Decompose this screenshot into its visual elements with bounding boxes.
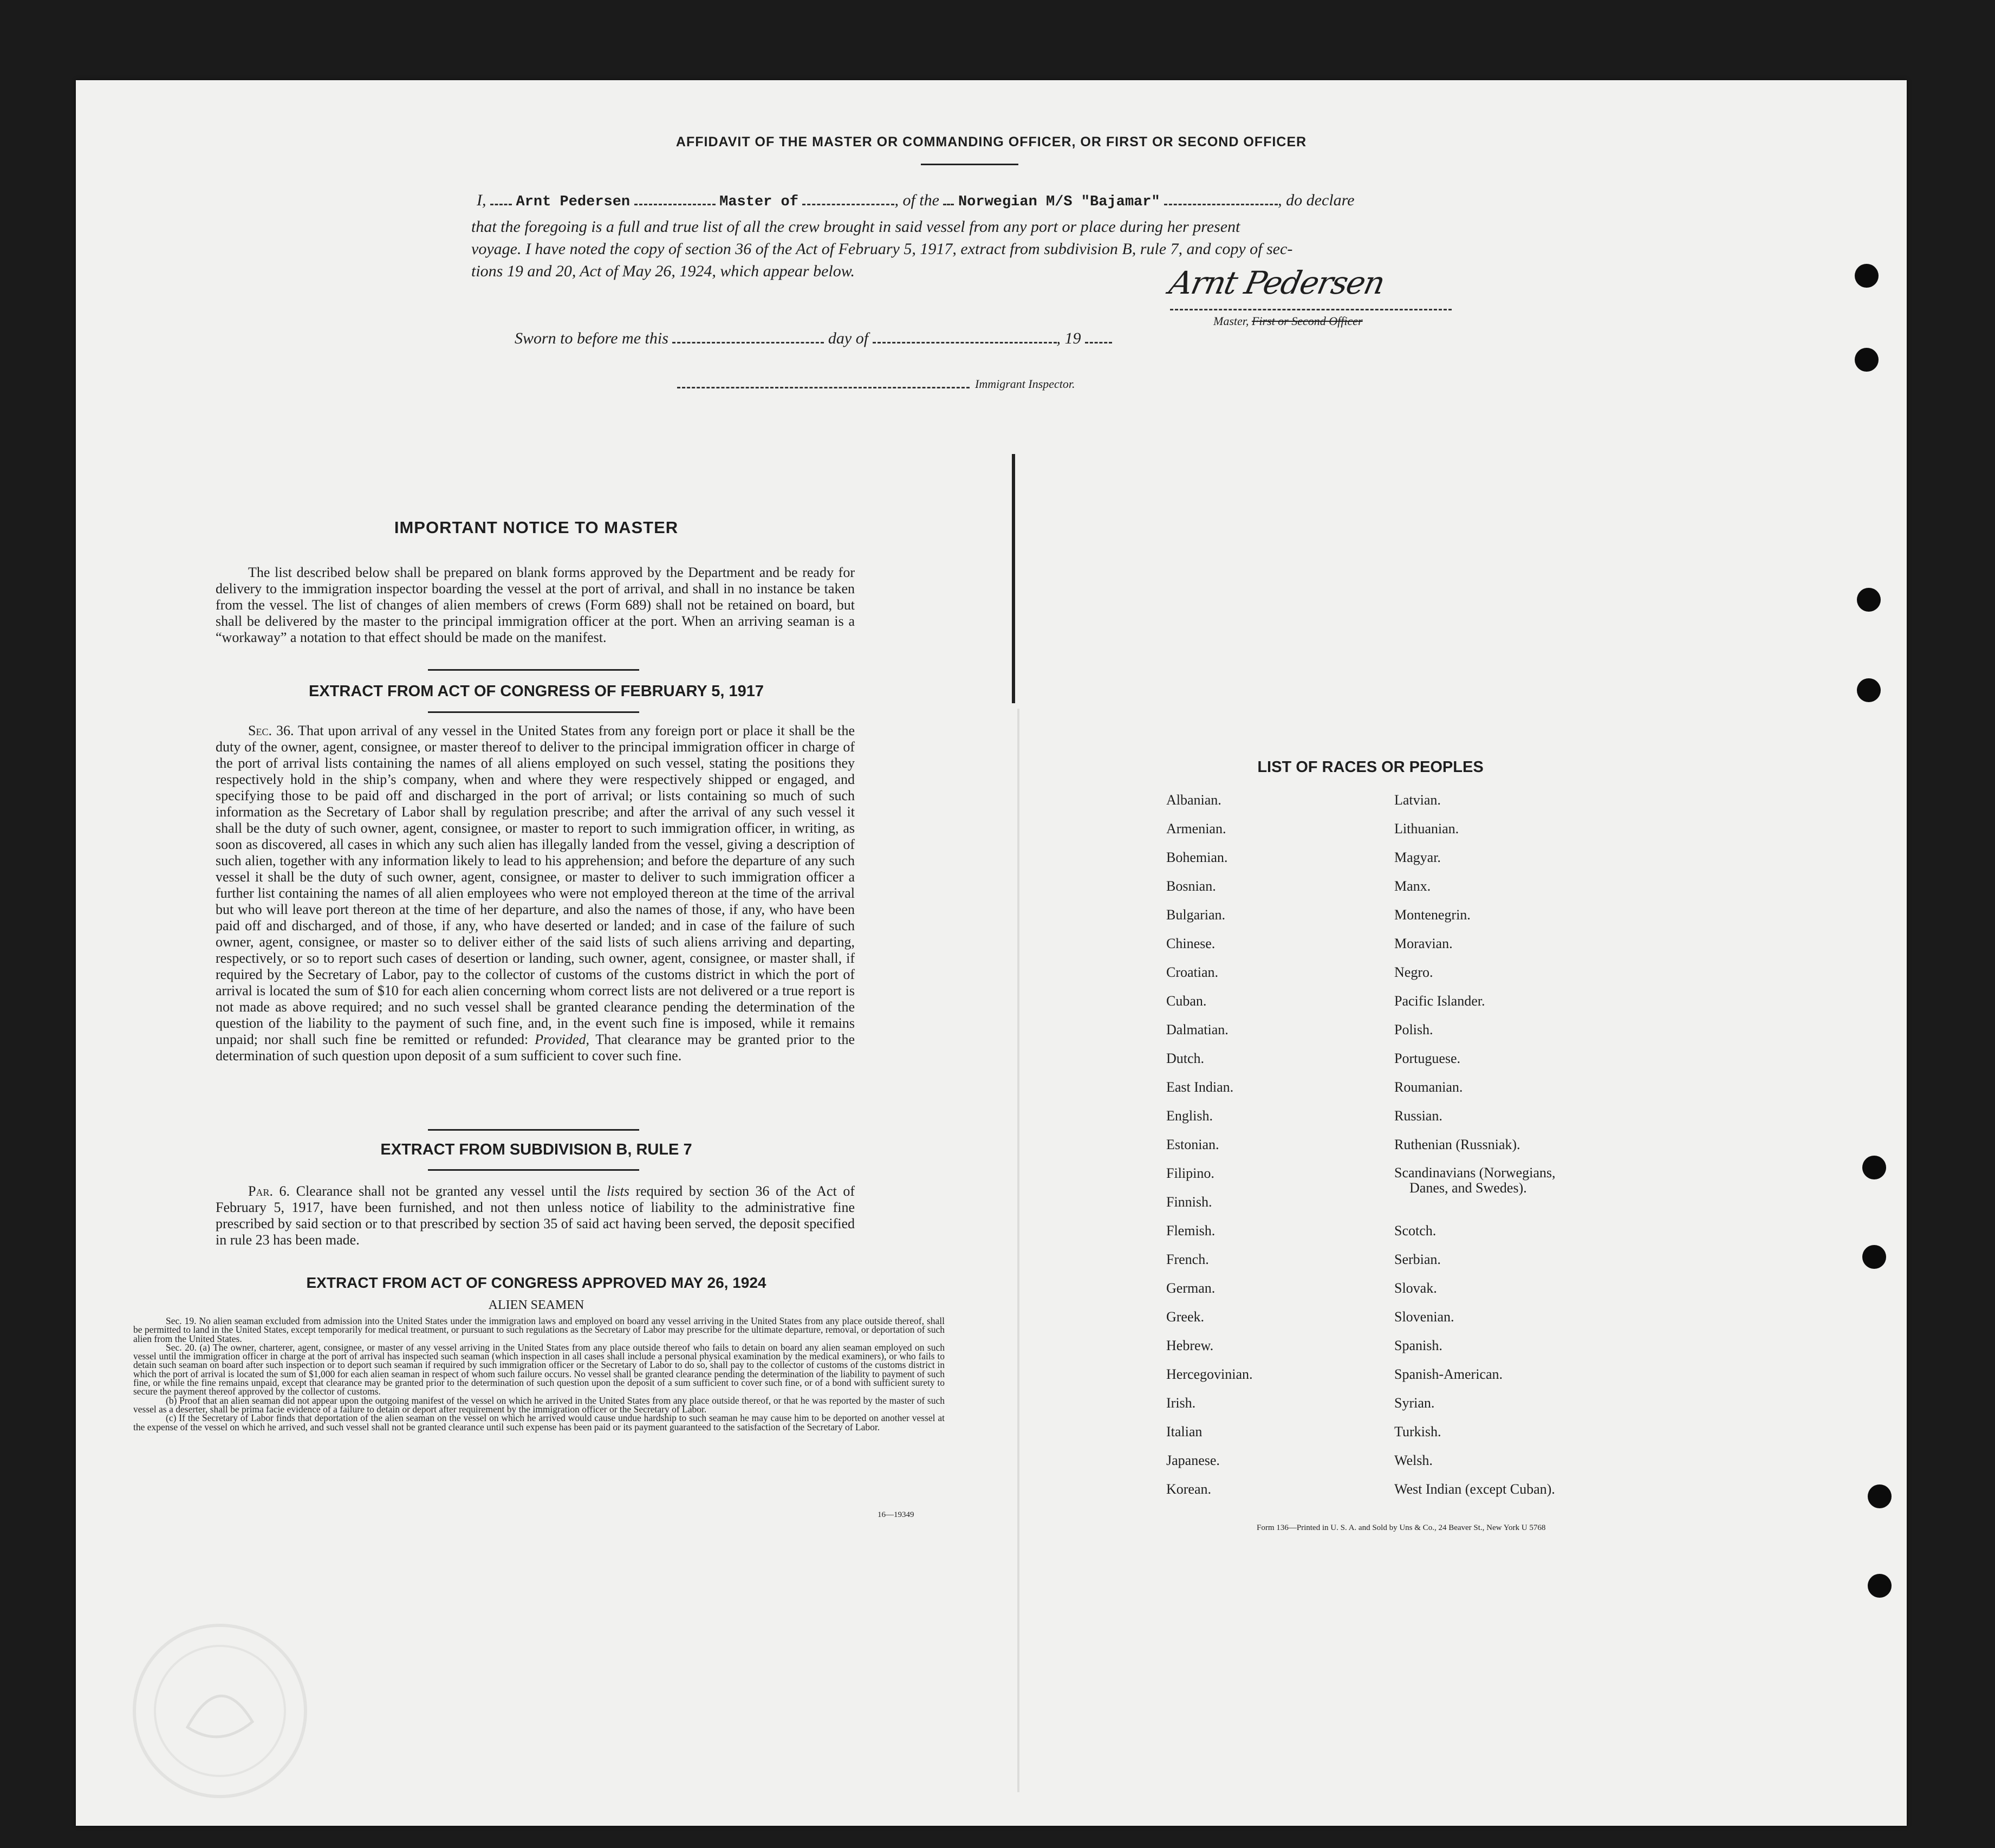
race-item: Turkish. (1394, 1424, 1441, 1440)
affidavit-body-line3: tions 19 and 20, Act of May 26, 1924, which appear below. (471, 262, 855, 280)
day-of-label: day of (828, 329, 869, 347)
race-item: West Indian (except Cuban). (1394, 1481, 1555, 1497)
race-item: Korean. (1166, 1481, 1212, 1497)
punch-hole (1862, 1156, 1886, 1179)
inspector-label: Immigrant Inspector. (975, 377, 1075, 391)
race-item: Montenegrin. (1394, 907, 1471, 923)
sec19-text: Sec. 19. No alien seaman excluded from admission into the United States under the immigration laws and employed on board any vessel arriving in the United States from any place outside thereof, shall be permitted to land in the United States, except temporarily for medical treatment, or pursuant to such regulations as the Secretary of Labor may prescribe for the ultimate departure, removal, or deportation of such alien from the United States. (133, 1315, 945, 1344)
races-right-column (1394, 786, 1676, 1503)
sig-caption-struck: First or Second Officer (1251, 314, 1363, 328)
race-item: Bohemian. (1166, 850, 1228, 865)
race-item: Bosnian. (1166, 878, 1216, 894)
master-of-text: Master of (719, 194, 798, 210)
race-item: Portuguese. (1394, 1051, 1461, 1066)
signature-caption (1213, 314, 1363, 328)
extract-1924-subtitle: ALIEN SEAMEN (488, 1298, 584, 1312)
sworn-month-field[interactable] (873, 342, 1057, 343)
punch-hole (1862, 1245, 1886, 1269)
race-item: Syrian. (1394, 1395, 1435, 1411)
race-item: Spanish-American. (1394, 1366, 1503, 1382)
document-page (76, 80, 1907, 1826)
par6-label: Par. 6. (248, 1183, 290, 1199)
extract-1924-text (133, 1317, 945, 1431)
race-item: Chinese. (1166, 936, 1216, 951)
sworn-label: Sworn to before me this (515, 329, 668, 347)
race-item: Estonian. (1166, 1137, 1219, 1152)
race-item: Greek. (1166, 1309, 1205, 1325)
race-item: Bulgarian. (1166, 907, 1226, 923)
inspector-signature-line[interactable] (677, 387, 970, 388)
of-the-label: , of the (894, 191, 939, 209)
race-item: Armenian. (1166, 821, 1226, 837)
extract-1917-text (216, 723, 855, 1064)
affidavit-title: AFFIDAVIT OF THE MASTER OR COMMANDING OFFICER, OR FIRST OR SECOND OFFICER (675, 134, 1307, 150)
race-item: French. (1166, 1252, 1209, 1267)
race-item: Manx. (1394, 878, 1431, 894)
print-code: 16—19349 (878, 1510, 914, 1519)
race-item: Hercegovinian. (1166, 1366, 1253, 1382)
punch-hole (1855, 264, 1879, 288)
i-label: I, (477, 191, 486, 209)
race-item: Filipino. (1166, 1165, 1214, 1181)
race-item: Italian (1166, 1424, 1203, 1440)
sworn-year-field[interactable] (1085, 342, 1112, 343)
sec36-label: Sec. 36. (248, 723, 294, 738)
master-signature: Arnt Pedersen (1166, 264, 1388, 301)
race-item: Spanish. (1394, 1338, 1442, 1353)
race-item: Flemish. (1166, 1223, 1216, 1239)
race-item: German. (1166, 1280, 1216, 1296)
race-item: East Indian. (1166, 1079, 1234, 1095)
race-item: Hebrew. (1166, 1338, 1214, 1353)
sworn-day-field[interactable] (672, 342, 824, 343)
sec20a-text: Sec. 20. (a) The owner, charterer, agent, consignee, or master of any vessel arriving in the United States from any place outside thereof who fails to detain on board any alien seaman employed on such vessel until the immigration officer in charge at the port of arrival has inspected such seaman (which inspection in all cases shall include a personal physical examination by the medical examiners), or who fails to detain such seaman on board after such inspection or to deport such seaman if required by such immigration officer or the Secretary of Labor to do so, shall pay to the collector of customs of the customs district in which the port of arrival is located the sum of $1,000 for each alien seaman in respect of whom such failure occurs. No vessel shall be granted clearance pending the determination of the liability to payment of such fine, or while the fine remains unpaid, except that clearance may be granted prior to the determination of such question upon the deposit of a sum sufficient to cover such fine, or of a bond with sufficient surety to secure the payment thereof approved by the collector of customs. (133, 1341, 945, 1397)
race-item: Latvian. (1394, 792, 1441, 808)
master-name-field[interactable]: Arnt Pedersen (516, 194, 631, 210)
punch-hole (1855, 348, 1879, 372)
race-item: Ruthenian (Russniak). (1394, 1137, 1520, 1152)
extract-1924-title: EXTRACT FROM ACT OF CONGRESS APPROVED MAY 26, 1924 (306, 1274, 766, 1291)
race-item: Polish. (1394, 1022, 1433, 1038)
do-declare-label: , do declare (1278, 191, 1355, 209)
provided-label: Provided, (535, 1032, 589, 1047)
punch-hole (1857, 678, 1881, 702)
race-item: Japanese. (1166, 1453, 1220, 1468)
race-item: Lithuanian. (1394, 821, 1459, 837)
race-item: Magyar. (1394, 850, 1441, 865)
rule7-text-b: required by section 36 of the Act of February 5, 1917, have been furnished, and not then unless notice of liability to the administrative fine prescribed by said section or to that prescribed by section 35 of said act having been served, the deposit specified in rule 23 has been made. (216, 1183, 855, 1248)
race-item: Slovenian. (1394, 1309, 1454, 1325)
race-item: Dutch. (1166, 1051, 1205, 1066)
lists-word: lists (607, 1183, 629, 1199)
punch-hole (1868, 1484, 1892, 1508)
race-item: Croatian. (1166, 964, 1219, 980)
race-item: Scotch. (1394, 1223, 1437, 1239)
race-item: Welsh. (1394, 1453, 1433, 1468)
extract-1917-title: EXTRACT FROM ACT OF CONGRESS OF FEBRUARY 5, 1917 (308, 683, 764, 700)
sec36-body: That upon arrival of any vessel in the United States from any foreign port or place it shall be the duty of the owner, agent, consignee, or master thereof to deliver to the principal immigration officer in charge of the port of arrival lists containing the names of all aliens employed on such vessel, stating the positions they respectively hold in the ship’s company, when and where they were respectively shipped or engaged, and specifying those to be paid off and discharged in the port of arrival; or lists containing so much of such information as the Secretary of Labor shall by regulation prescribe; and after the arrival of any such vessel it shall be the duty of such owner, agent, consignee, or master to report to such immigration officer, in writing, as soon as discovered, all cases in which any such alien has illegally landed from the vessel, giving a description of such alien, together with any information likely to lead to his apprehension; and before the departure of any such vessel it shall be the duty of such owner, agent, consignee, or master to deliver to such immigration officer a further list containing the names of all alien employees who were not employed thereon at the time of the arrival but who will leave port thereon at the time of her departure, and also the names of those, if any, who have been paid off and discharged, and of those, if any, who have deserted or landed; and in case of the failure of such owner, agent, consignee, or master so to deliver either of the said lists of such aliens arriving and departing, respectively, or so to report such cases of desertion or landing, such owner, agent, consignee, or master shall, if required by the Secretary of Labor, pay to the collector of customs of the customs district in which the port of arrival is located the sum of $10 for each alien concerning whom correct lists are not delivered or a true report is not made as above required; and no such vessel shall be granted clearance pending the determination of the question of the liability to the payment of such fine, and, in the event such fine is imposed, while it remains unpaid; nor shall such fine be remitted or refunded: (216, 723, 855, 1047)
race-item: Irish. (1166, 1395, 1196, 1411)
race-item: Moravian. (1394, 936, 1453, 951)
year-label: , 19 (1056, 329, 1081, 347)
rule7-text (216, 1183, 855, 1248)
form-footer: Form 136—Printed in U. S. A. and Sold by Uns & Co., 24 Beaver St., New York U 5768 (1257, 1523, 1546, 1532)
notice-text: The list described below shall be prepared on blank forms approved by the Department and be ready for delivery to the immigration inspector boarding the vessel at the port of arrival, and shall in no instance be taken from the vessel. The list of changes of alien members of crews (Form 689) shall not be retained on board, but shall be delivered by the master to the principal immigration officer at the port. When an arriving seaman is a “workaway” a notation to that effect should be made on the manifest. (216, 565, 855, 645)
punch-hole (1868, 1574, 1892, 1598)
embossed-seal-icon (128, 1619, 312, 1803)
race-item: Russian. (1394, 1108, 1442, 1124)
race-item: Negro. (1394, 964, 1433, 980)
race-item: Dalmatian. (1166, 1022, 1229, 1038)
race-item: Pacific Islander. (1394, 993, 1485, 1009)
notice-title: IMPORTANT NOTICE TO MASTER (394, 518, 679, 537)
affidavit-line1 (477, 191, 1560, 210)
sig-caption-master: Master, (1213, 314, 1249, 328)
race-item: Cuban. (1166, 993, 1207, 1009)
sworn-line (515, 329, 1112, 348)
title-rule (921, 164, 1018, 165)
sec20c-text: (c) If the Secretary of Labor finds that deportation of the alien seaman on the vessel on which he arrived would cause undue hardship to such seaman he may cause him to be deported on another vessel at the expense of the vessel on which he arrived, and such vessel shall not be granted clearance until such expense has been paid or its payment guaranteed to the satisfaction of the Secretary of Labor. (133, 1412, 945, 1432)
race-item: Roumanian. (1394, 1079, 1463, 1095)
race-item: Serbian. (1394, 1252, 1441, 1267)
rule7-text-a: Clearance shall not be granted any vessel until the (296, 1183, 601, 1199)
fold-mark (1012, 454, 1015, 703)
races-left-column (1166, 786, 1372, 1503)
race-item: Finnish. (1166, 1194, 1212, 1210)
rule7-title: EXTRACT FROM SUBDIVISION B, RULE 7 (380, 1141, 692, 1158)
fold-crease (1017, 709, 1019, 1792)
sec36-end: That clearance may be granted prior to the determination of such question upon deposit of a sum sufficient to cover such fine. (216, 1032, 855, 1064)
race-item: Albanian. (1166, 792, 1221, 808)
sec20b-text: (b) Proof that an alien seaman did not appear upon the outgoing manifest of the vessel on which he arrived in the United States from any place outside thereof, or that he was reported by the master of such vessel as a deserter, shall be prima facie evidence of a failure to detain or deport after requirement by the immigration officer or the Secretary of Labor. (133, 1395, 945, 1415)
affidavit-body (471, 216, 1571, 282)
races-title: LIST OF RACES OR PEOPLES (1257, 758, 1484, 776)
race-item: Scandinavians (Norwegians, Danes, and Swedes). (1394, 1165, 1556, 1196)
affidavit-body-line2: voyage. I have noted the copy of section 36 of the Act of February 5, 1917, extract from subdivision B, rule 7, and copy of sec- (471, 240, 1293, 258)
punch-hole (1857, 588, 1881, 612)
race-item: Slovak. (1394, 1280, 1437, 1296)
affidavit-body-line1: that the foregoing is a full and true list of all the crew brought in said vessel from any port or place during her present (471, 218, 1240, 236)
race-item: English. (1166, 1108, 1213, 1124)
vessel-name-field[interactable]: Norwegian M/S "Bajamar" (958, 194, 1160, 210)
